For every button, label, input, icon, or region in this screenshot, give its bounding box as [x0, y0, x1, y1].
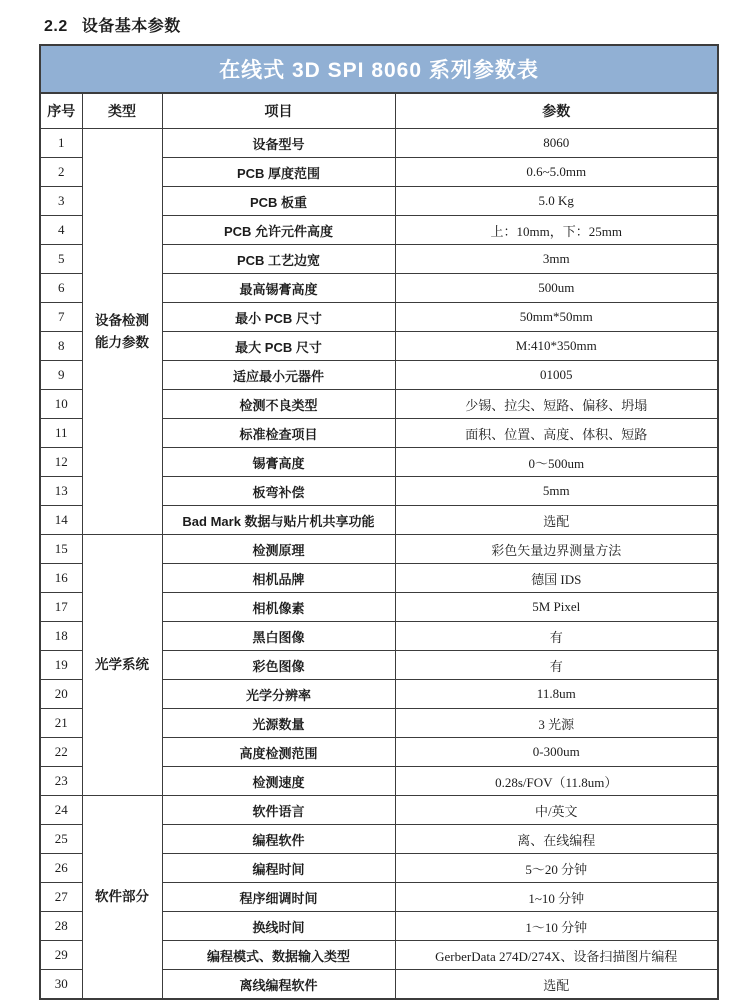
table-body: [40, 129, 718, 1000]
table-row: [40, 796, 718, 825]
row-number-cell: 8: [40, 332, 82, 361]
value-cell: 面积、位置、高度、体积、短路: [395, 419, 718, 448]
column-header: 参数: [395, 93, 718, 129]
item-cell: PCB 板重: [162, 187, 395, 216]
value-cell: 上：10mm，下：25mm: [395, 216, 718, 245]
item-cell: 最大 PCB 尺寸: [162, 332, 395, 361]
item-cell: 离线编程软件: [162, 970, 395, 1000]
item-cell: 高度检测范围: [162, 738, 395, 767]
value-cell: 选配: [395, 506, 718, 535]
section-number: 2.2: [44, 18, 68, 35]
table-title-row: [40, 45, 718, 93]
row-number-cell: 26: [40, 854, 82, 883]
row-number-cell: 7: [40, 303, 82, 332]
item-cell: 板弯补偿: [162, 477, 395, 506]
value-cell: 1～10 分钟: [395, 912, 718, 941]
item-cell: 编程时间: [162, 854, 395, 883]
value-cell: 01005: [395, 361, 718, 390]
item-cell: PCB 允许元件高度: [162, 216, 395, 245]
type-cell: [82, 129, 162, 535]
value-cell: 0.6~5.0mm: [395, 158, 718, 187]
value-cell: 有: [395, 622, 718, 651]
value-cell: 8060: [395, 129, 718, 158]
item-cell: 适应最小元器件: [162, 361, 395, 390]
table-title: 在线式 3D SPI 8060 系列参数表: [40, 45, 718, 93]
item-cell: 相机品牌: [162, 564, 395, 593]
row-number-cell: 23: [40, 767, 82, 796]
value-cell: 德国 IDS: [395, 564, 718, 593]
value-cell: 1~10 分钟: [395, 883, 718, 912]
section-title: 设备基本参数: [81, 18, 181, 35]
row-number-cell: 28: [40, 912, 82, 941]
row-number-cell: 5: [40, 245, 82, 274]
item-cell: Bad Mark 数据与贴片机共享功能: [162, 506, 395, 535]
item-cell: 软件语言: [162, 796, 395, 825]
row-number-cell: 29: [40, 941, 82, 970]
item-cell: 标准检查项目: [162, 419, 395, 448]
value-cell: 0-300um: [395, 738, 718, 767]
value-cell: 5～20 分钟: [395, 854, 718, 883]
column-header: 序号: [40, 93, 82, 129]
value-cell: 彩色矢量边界测量方法: [395, 535, 718, 564]
value-cell: 中/英文: [395, 796, 718, 825]
row-number-cell: 1: [40, 129, 82, 158]
row-number-cell: 25: [40, 825, 82, 854]
type-label-line: 软件部分: [95, 889, 149, 905]
value-cell: 离、在线编程: [395, 825, 718, 854]
row-number-cell: 17: [40, 593, 82, 622]
row-number-cell: 19: [40, 651, 82, 680]
value-cell: M:410*350mm: [395, 332, 718, 361]
row-number-cell: 11: [40, 419, 82, 448]
row-number-cell: 16: [40, 564, 82, 593]
type-label-line: 光学系统: [95, 657, 149, 673]
row-number-cell: 21: [40, 709, 82, 738]
item-cell: 相机像素: [162, 593, 395, 622]
value-cell: 11.8um: [395, 680, 718, 709]
value-cell: 5mm: [395, 477, 718, 506]
column-header: 类型: [82, 93, 162, 129]
value-cell: 5M Pixel: [395, 593, 718, 622]
row-number-cell: 15: [40, 535, 82, 564]
item-cell: 换线时间: [162, 912, 395, 941]
item-cell: 最小 PCB 尺寸: [162, 303, 395, 332]
row-number-cell: 24: [40, 796, 82, 825]
row-number-cell: 18: [40, 622, 82, 651]
row-number-cell: 9: [40, 361, 82, 390]
row-number-cell: 3: [40, 187, 82, 216]
item-cell: 彩色图像: [162, 651, 395, 680]
row-number-cell: 20: [40, 680, 82, 709]
item-cell: 黑白图像: [162, 622, 395, 651]
row-number-cell: 13: [40, 477, 82, 506]
type-cell: [82, 796, 162, 1000]
value-cell: 3mm: [395, 245, 718, 274]
item-cell: 程序细调时间: [162, 883, 395, 912]
item-cell: 编程模式、数据输入类型: [162, 941, 395, 970]
item-cell: 编程软件: [162, 825, 395, 854]
item-cell: PCB 厚度范围: [162, 158, 395, 187]
type-label-line: 能力参数: [95, 334, 149, 350]
value-cell: 500um: [395, 274, 718, 303]
value-cell: 0.28s/FOV（11.8um）: [395, 767, 718, 796]
item-cell: 检测原理: [162, 535, 395, 564]
item-cell: 光学分辨率: [162, 680, 395, 709]
value-cell: 0～500um: [395, 448, 718, 477]
row-number-cell: 4: [40, 216, 82, 245]
value-cell: 有: [395, 651, 718, 680]
row-number-cell: 27: [40, 883, 82, 912]
column-header-row: [40, 93, 718, 129]
row-number-cell: 22: [40, 738, 82, 767]
item-cell: 锡膏高度: [162, 448, 395, 477]
row-number-cell: 2: [40, 158, 82, 187]
type-label-line: 设备检测: [95, 312, 149, 328]
value-cell: 3 光源: [395, 709, 718, 738]
item-cell: 最高锡膏高度: [162, 274, 395, 303]
value-cell: 5.0 Kg: [395, 187, 718, 216]
value-cell: GerberData 274D/274X、设备扫描图片编程: [395, 941, 718, 970]
parameter-table: [39, 44, 719, 1000]
table-row: [40, 535, 718, 564]
item-cell: 设备型号: [162, 129, 395, 158]
item-cell: 检测速度: [162, 767, 395, 796]
item-cell: 光源数量: [162, 709, 395, 738]
section-heading: [44, 13, 181, 36]
value-cell: 少锡、拉尖、短路、偏移、坍塌: [395, 390, 718, 419]
type-cell: [82, 535, 162, 796]
value-cell: 选配: [395, 970, 718, 1000]
item-cell: PCB 工艺边宽: [162, 245, 395, 274]
value-cell: 50mm*50mm: [395, 303, 718, 332]
table-row: [40, 129, 718, 158]
row-number-cell: 30: [40, 970, 82, 1000]
row-number-cell: 12: [40, 448, 82, 477]
row-number-cell: 10: [40, 390, 82, 419]
row-number-cell: 6: [40, 274, 82, 303]
row-number-cell: 14: [40, 506, 82, 535]
item-cell: 检测不良类型: [162, 390, 395, 419]
column-header: 项目: [162, 93, 395, 129]
